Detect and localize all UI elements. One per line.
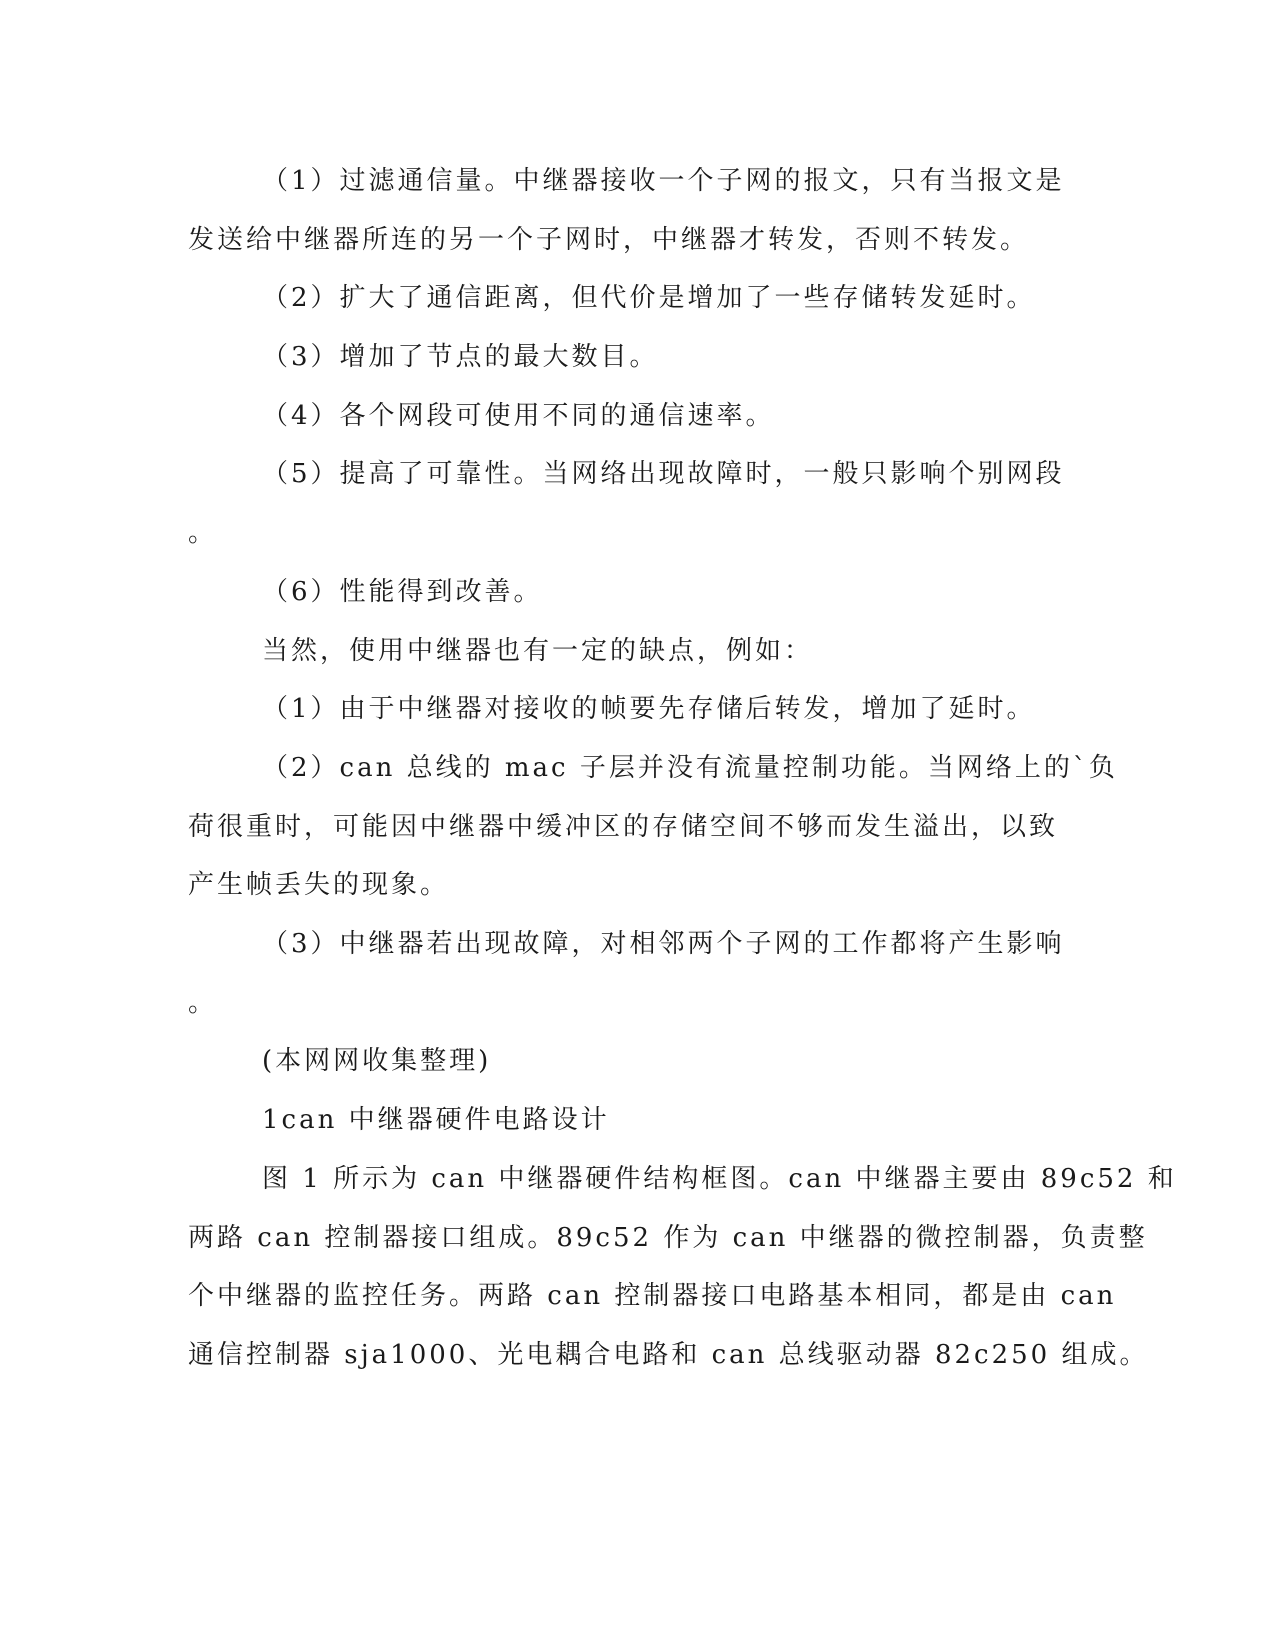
text-line: 。 bbox=[188, 988, 218, 1018]
text-line: 两路 can 控制器接口组成。89c52 作为 can 中继器的微控制器，负责整 bbox=[188, 1223, 1148, 1253]
text-line: （2）扩大了通信距离，但代价是增加了一些存储转发延时。 bbox=[262, 283, 1036, 313]
text-line: （4）各个网段可使用不同的通信速率。 bbox=[262, 401, 775, 431]
text-line: （3）中继器若出现故障，对相邻两个子网的工作都将产生影响 bbox=[262, 929, 1065, 959]
text-line: （6）性能得到改善。 bbox=[262, 577, 543, 607]
text-line: 。 bbox=[188, 518, 218, 548]
text-line: 通信控制器 sja1000、光电耦合电路和 can 总线驱动器 82c250 组成。 bbox=[188, 1340, 1149, 1370]
text-line: 荷很重时，可能因中继器中缓冲区的存储空间不够而发生溢出，以致 bbox=[188, 812, 1059, 842]
text-line: 产生帧丢失的现象。 bbox=[188, 870, 450, 900]
text-line: （1）过滤通信量。中继器接收一个子网的报文，只有当报文是 bbox=[262, 166, 1065, 196]
section-heading: 1can 中继器硬件电路设计 bbox=[262, 1105, 610, 1135]
text-line: （3）增加了节点的最大数目。 bbox=[262, 342, 659, 372]
text-line: (本网网收集整理) bbox=[262, 1046, 492, 1076]
text-line: 发送给中继器所连的另一个子网时，中继器才转发，否则不转发。 bbox=[188, 225, 1030, 255]
text-line: （1）由于中继器对接收的帧要先存储后转发，增加了延时。 bbox=[262, 694, 1036, 724]
text-line: 图 1 所示为 can 中继器硬件结构框图。can 中继器主要由 89c52 和 bbox=[262, 1164, 1177, 1194]
text-line: 个中继器的监控任务。两路 can 控制器接口电路基本相同，都是由 can bbox=[188, 1281, 1117, 1311]
text-line: （5）提高了可靠性。当网络出现故障时，一般只影响个别网段 bbox=[262, 459, 1065, 489]
text-line: 当然，使用中继器也有一定的缺点，例如： bbox=[262, 636, 814, 666]
text-line: （2）can 总线的 mac 子层并没有流量控制功能。当网络上的`负 bbox=[262, 753, 1118, 783]
